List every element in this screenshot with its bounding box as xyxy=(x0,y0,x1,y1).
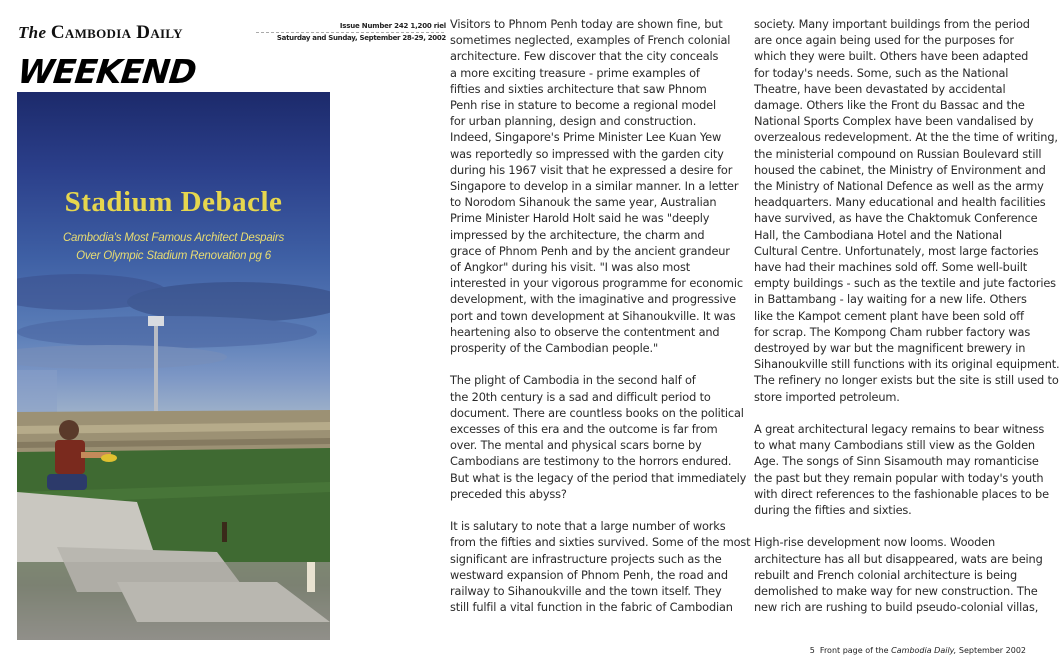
text-line: rebuilt and French colonial architecture is being xyxy=(754,567,1018,582)
text-line: headquarters. Many educational and health facilities xyxy=(754,195,1046,210)
text-line: sometimes neglected, examples of French colonial xyxy=(450,33,731,48)
text-line: Visitors to Phnom Penh today are shown fine, but xyxy=(450,17,723,31)
text-line: The plight of Cambodia in the second half of xyxy=(450,373,696,388)
text-line: Indeed, Singapore's Prime Minister Lee Kuan Yew xyxy=(450,130,722,145)
text-line: have survived, as have the Chaktomuk Conference xyxy=(754,211,1038,226)
text-line: architecture. Few discover that the city conceals xyxy=(450,49,719,64)
cover-headline: Stadium Debacle xyxy=(64,186,283,218)
issue-number: Issue Number 242 1,200 riel xyxy=(339,22,446,30)
text-line: like the Kampot cement plant have been sold off xyxy=(754,308,1024,323)
cloud-layer xyxy=(17,274,330,369)
text-line: overzealous redevelopment. At the the time of writing, xyxy=(754,130,1058,145)
distant-building xyxy=(17,370,57,415)
text-line: the ministerial compound on Russian Boulevard still xyxy=(754,146,1042,161)
text-line: a more exciting treasure - prime examples of xyxy=(450,65,700,80)
article-paragraph xyxy=(450,372,750,502)
publication-title: Cambodia Daily xyxy=(50,22,183,43)
text-line: preceded this abyss? xyxy=(450,486,567,501)
text-line: the 20th century is a sad and difficult period to xyxy=(450,389,711,404)
article-paragraph xyxy=(754,534,1054,615)
text-line: empty buildings - such as the textile and jute factories xyxy=(754,276,1056,291)
figure-caption xyxy=(810,646,1026,655)
text-line: to Norodom Sihanouk the same year, Australian xyxy=(450,195,717,210)
stadium-photo-illustration xyxy=(17,92,330,640)
text-line: development, with the imaginative and progressive xyxy=(450,292,736,307)
text-line: railway to Sihanoukville and the town itself. They xyxy=(450,584,722,599)
text-line: The refinery no longer exists but the site is still used to xyxy=(754,373,1059,388)
text-line: damage. Others like the Front du Bassac and the xyxy=(754,98,1025,113)
publication-article-word: The xyxy=(18,23,47,42)
publication-name xyxy=(18,22,183,44)
text-line: Singapore to develop in a similar manner. In a letter xyxy=(450,179,739,194)
text-line: westward expansion of Phnom Penh, the road and xyxy=(450,567,728,582)
text-line: Prime Minister Harold Holt said he was "deeply xyxy=(450,211,710,226)
text-line: Theatre, have been devastated by accidental xyxy=(754,81,1006,96)
text-line: port and town development at Sihanoukville. It was xyxy=(450,308,736,323)
article-paragraph xyxy=(450,518,750,615)
text-line: during his 1967 visit that he expressed a desire for xyxy=(450,162,733,177)
cover-subheadline-line-2: Over Olympic Stadium Renovation pg 6 xyxy=(76,250,271,262)
text-line: still fulfil a vital function in the fabric of Cambodian xyxy=(450,600,733,615)
masthead-rule xyxy=(256,32,444,33)
article-paragraph xyxy=(754,16,1060,405)
text-line: from the fifties and sixties survived. Some of the most xyxy=(450,535,751,550)
cover-photo xyxy=(17,92,330,640)
text-line: excesses of this era and the outcome is far from xyxy=(450,422,718,437)
text-line: But what is the legacy of the period that immediately xyxy=(450,470,747,485)
text-line: Age. The songs of Sinn Sisamouth may romanticise xyxy=(754,454,1039,469)
text-line: which they were built. Others have been adapted xyxy=(754,49,1029,64)
text-line: the Ministry of National Defence as well as the army xyxy=(754,179,1044,194)
text-line: new rich are rushing to build pseudo-colonial villas, xyxy=(754,600,1039,615)
issue-date: Saturday and Sunday, September 28-29, 2002 xyxy=(276,34,446,42)
text-line: Cambodians are testimony to the horrors endured. xyxy=(450,454,732,469)
text-line: Penh rise in stature to become a regional model xyxy=(450,98,717,113)
text-line: Hall, the Cambodiana Hotel and the National xyxy=(754,227,1002,242)
text-line: over. The mental and physical scars borne by xyxy=(450,438,702,453)
text-line: have had their machines sold off. Some well-built xyxy=(754,260,1028,275)
article-paragraph xyxy=(450,16,750,356)
text-line: demolished to make way for new construction. The xyxy=(754,584,1038,599)
text-line: grace of Phnom Penh and by the ancient grandeur xyxy=(450,243,730,258)
text-line: are once again being used for the purposes for xyxy=(754,33,1014,48)
text-line: for today's needs. Some, such as the National xyxy=(754,65,1009,80)
caption-text-before: Front page of the xyxy=(819,646,889,655)
text-line: Cultural Centre. Unfortunately, most large factories xyxy=(754,243,1039,258)
text-line: significant are infrastructure projects such as the xyxy=(450,551,722,566)
text-line: Sihanoukville still functions with its original equipment. xyxy=(754,357,1060,372)
text-line: impressed by the architecture, the charm and xyxy=(450,227,705,242)
article-column-1 xyxy=(450,16,750,632)
text-line: architecture has all but disappeared, wats are being xyxy=(754,551,1043,566)
text-line: heartening also to observe the contentment and xyxy=(450,324,720,339)
text-line: in Battambang - lay waiting for a new life. Others xyxy=(754,292,1027,307)
text-line: of Angkor" during his visit. "I was also most xyxy=(450,260,690,275)
article-paragraph xyxy=(754,421,1054,518)
text-line: to what many Cambodians still view as the Golden xyxy=(754,438,1035,453)
text-line: during the fifties and sixties. xyxy=(754,503,912,518)
text-line: National Sports Complex have been vandalised by xyxy=(754,114,1034,129)
newspaper-masthead xyxy=(15,22,446,92)
text-line: document. There are countless books on the political xyxy=(450,405,744,420)
text-line: destroyed by war but the magnificent brewery in xyxy=(754,341,1026,356)
article-column-2 xyxy=(754,16,1060,632)
text-line: with direct references to the fashionable places to be xyxy=(754,486,1049,501)
text-line: store imported petroleum. xyxy=(754,389,900,404)
cover-subheadline-line-1: Cambodia's Most Famous Architect Despairs xyxy=(62,232,285,244)
text-line: It is salutary to note that a large number of works xyxy=(450,519,726,534)
text-line: for urban planning, design and construction. xyxy=(450,114,697,129)
caption-text-after: September 2002 xyxy=(958,646,1026,655)
text-line: fifties and sixties architecture that saw Phnom xyxy=(450,81,707,96)
text-line: society. Many important buildings from the period xyxy=(754,17,1030,31)
text-line: prosperity of the Cambodian people." xyxy=(450,341,659,356)
caption-number: 5 xyxy=(809,646,815,655)
caption-publication: Cambodia Daily, xyxy=(891,646,957,655)
text-line: for scrap. The Kompong Cham rubber factory was xyxy=(754,324,1031,339)
weekend-section-title: WEEKEND xyxy=(15,52,198,91)
text-line: High-rise development now looms. Wooden xyxy=(754,535,996,550)
text-line: the past but they remain popular with today's youth xyxy=(754,470,1044,485)
text-line: interested in your vigorous programme for economic xyxy=(450,276,743,291)
text-line: housed the cabinet, the Ministry of Environment and xyxy=(754,162,1046,177)
text-line: A great architectural legacy remains to bear witness xyxy=(754,422,1045,437)
text-line: was reportedly so impressed with the garden city xyxy=(450,146,724,161)
